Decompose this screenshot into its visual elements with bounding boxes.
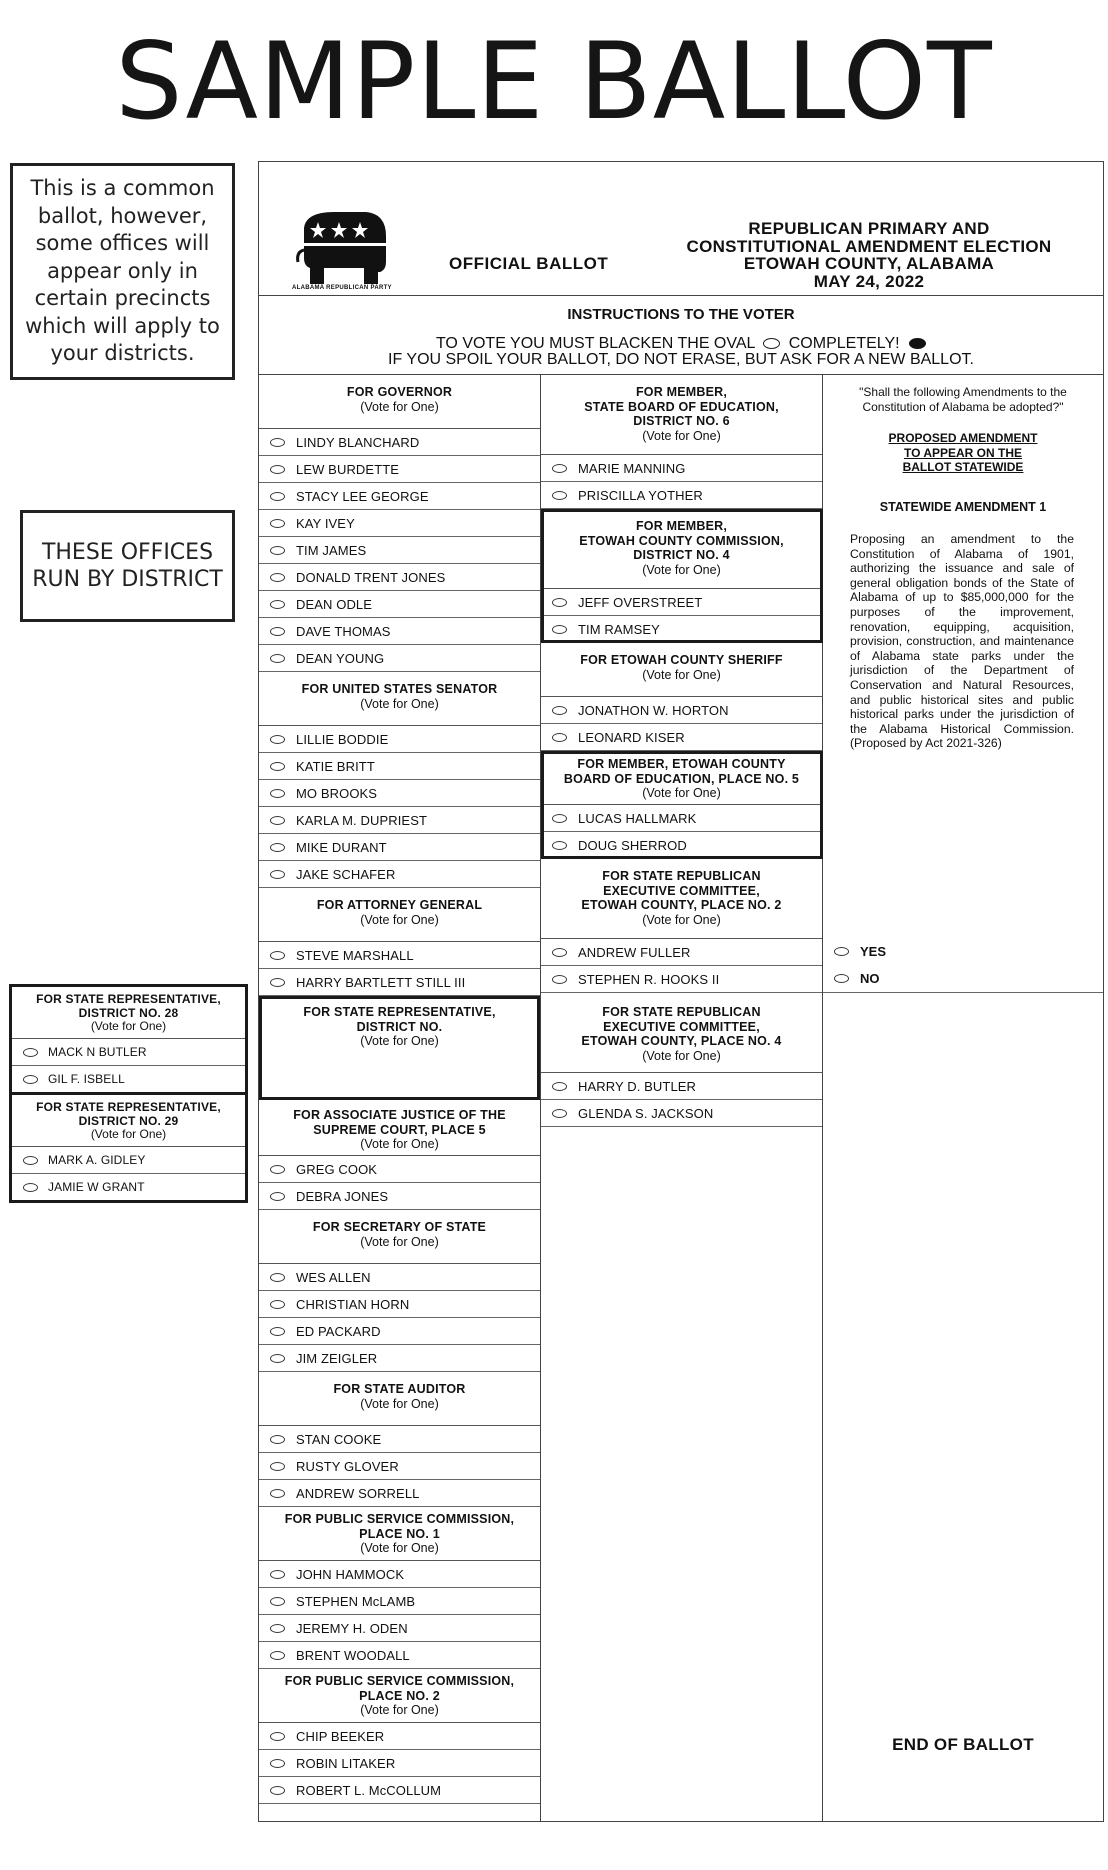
candidate-option[interactable]	[541, 832, 822, 859]
candidate-name: GREG COOK	[296, 1162, 378, 1177]
race-title: FOR STATE REPRESENTATIVE,	[36, 992, 221, 1006]
race-header-governor	[259, 375, 540, 429]
race-header-county-commission	[541, 509, 822, 589]
race-title: FOR UNITED STATES SENATOR	[301, 682, 498, 696]
candidate-name: JEREMY H. ODEN	[296, 1621, 408, 1636]
vote-for-one: (Vote for One)	[642, 428, 721, 443]
candidate-name: ROBIN LITAKER	[296, 1756, 396, 1771]
candidate-option[interactable]	[541, 1073, 822, 1100]
vote-oval-icon[interactable]	[270, 1192, 285, 1201]
vote-oval-icon[interactable]	[270, 519, 285, 528]
candidate-option[interactable]	[259, 1480, 540, 1507]
vote-oval-icon[interactable]	[552, 1109, 567, 1118]
candidate-option[interactable]	[259, 1426, 540, 1453]
vote-oval-icon[interactable]	[552, 706, 567, 715]
vote-oval-icon[interactable]	[270, 1165, 285, 1174]
candidate-option[interactable]	[259, 1588, 540, 1615]
race-title: ETOWAH COUNTY, PLACE NO. 4	[581, 1034, 782, 1048]
candidate-option[interactable]	[259, 726, 540, 753]
candidate-option[interactable]	[12, 1039, 245, 1066]
candidate-name: STAN COOKE	[296, 1432, 382, 1447]
race-header-attorney-general	[259, 888, 540, 942]
candidate-option[interactable]	[541, 805, 822, 832]
vote-oval-icon[interactable]	[270, 573, 285, 582]
statewide-amendment-title: STATEWIDE AMENDMENT 1	[879, 500, 1047, 514]
candidate-option[interactable]	[259, 1615, 540, 1642]
race-title: DISTRICT NO. 28	[78, 1005, 179, 1020]
vote-oval-icon[interactable]	[552, 975, 567, 984]
candidate-option[interactable]	[259, 618, 540, 645]
vote-oval-icon[interactable]	[270, 438, 285, 447]
vote-for-one: (Vote for One)	[360, 1396, 439, 1411]
candidate-option[interactable]	[541, 939, 822, 966]
candidate-option[interactable]	[259, 1345, 540, 1372]
candidate-name: CHRISTIAN HORN	[296, 1297, 410, 1312]
race-title: FOR STATE REPUBLICAN	[602, 1005, 761, 1019]
candidate-name: JIM ZEIGLER	[296, 1351, 378, 1366]
vote-oval-icon[interactable]	[270, 1651, 285, 1660]
race-header-county-board-of-education	[541, 751, 822, 805]
vote-oval-icon[interactable]	[270, 654, 285, 663]
candidate-name: TIM RAMSEY	[578, 622, 660, 637]
vote-oval-icon[interactable]	[270, 1732, 285, 1741]
race-header-us-senator	[259, 672, 540, 726]
candidate-name: MACK N BUTLER	[48, 1045, 147, 1059]
candidate-option[interactable]	[259, 1291, 540, 1318]
candidate-option[interactable]	[259, 942, 540, 969]
race-title: FOR MEMBER, ETOWAH COUNTY	[577, 757, 786, 771]
vote-oval-icon[interactable]	[552, 598, 567, 607]
candidate-name: DEBRA JONES	[296, 1189, 389, 1204]
candidate-option[interactable]	[259, 1183, 540, 1210]
candidate-name: ANDREW SORRELL	[296, 1486, 420, 1501]
race-title: FOR ASSOCIATE JUSTICE OF THE	[293, 1108, 506, 1122]
race-header-executive-committee-place-2	[541, 859, 822, 939]
district-29-box	[9, 1092, 248, 1203]
district-offices-note	[20, 510, 235, 622]
amendment-text: Proposing an amendment to the Constitution of Alabama of 1901, authorizing the issuance and sale of general obligation bonds of the State of Alabama of up to $85,000,000 for the purposes of the improvement, renovation, equipping, acquisition, provision, construction, and maintenance of Alabama state parks under the jurisdiction of the Department of Conservation and Natural Resources, and public historical sites and public historical parks under the jurisdiction of the Alabama Historical Commission. (Proposed by Act 2021-326)	[850, 532, 1074, 751]
race-title: ETOWAH COUNTY, PLACE NO. 2	[581, 898, 782, 912]
race-title: EXECUTIVE COMMITTEE,	[603, 883, 760, 898]
page-title: SAMPLE BALLOT	[115, 20, 993, 143]
divider	[823, 992, 1103, 993]
race-title: FOR STATE REPRESENTATIVE,	[303, 1005, 496, 1019]
vote-oval-icon[interactable]	[270, 735, 285, 744]
election-title	[659, 220, 1079, 290]
race-title: DISTRICT NO. 4	[633, 548, 730, 562]
race-header-secretary-of-state	[259, 1210, 540, 1264]
instructions-text: COMPLETELY!	[788, 335, 900, 352]
vote-for-one: (Vote for One)	[360, 1137, 439, 1151]
candidate-name: JAMIE W GRANT	[48, 1180, 145, 1194]
race-title: FOR STATE REPUBLICAN	[602, 869, 761, 883]
candidate-option[interactable]	[541, 616, 822, 643]
candidate-option[interactable]	[541, 589, 822, 616]
candidate-name: KAY IVEY	[296, 516, 355, 531]
candidate-name: STACY LEE GEORGE	[296, 489, 429, 504]
instructions-line-2: IF YOU SPOIL YOUR BALLOT, DO NOT ERASE, BUT ASK FOR A NEW BALLOT.	[388, 351, 974, 368]
filled-oval-icon	[909, 338, 926, 349]
race-title: FOR ATTORNEY GENERAL	[316, 898, 483, 912]
candidate-option[interactable]	[259, 834, 540, 861]
candidate-name: HARRY BARTLETT STILL III	[296, 975, 466, 990]
candidate-option[interactable]	[12, 1174, 245, 1201]
candidate-name: JEFF OVERSTREET	[578, 595, 703, 610]
candidate-option[interactable]	[259, 1723, 540, 1750]
race-title: FOR MEMBER,	[635, 385, 728, 399]
race-title: FOR PUBLIC SERVICE COMMISSION,	[284, 1674, 515, 1688]
candidate-name: JAKE SCHAFER	[296, 867, 396, 882]
candidate-option[interactable]	[259, 1777, 540, 1804]
vote-oval-icon[interactable]	[270, 1570, 285, 1579]
race-title: FOR ETOWAH COUNTY SHERIFF	[580, 653, 783, 667]
race-header-state-board-of-education	[541, 375, 822, 455]
vote-oval-icon[interactable]	[270, 1462, 285, 1471]
election-title-line: CONSTITUTIONAL AMENDMENT ELECTION	[686, 236, 1052, 256]
vote-oval-icon[interactable]	[270, 1273, 285, 1282]
candidate-name: WES ALLEN	[296, 1270, 371, 1285]
candidate-name: TIM JAMES	[296, 543, 367, 558]
race-header-district-29	[12, 1095, 245, 1147]
vote-for-one: (Vote for One)	[360, 1034, 439, 1048]
election-title-line: MAY 24, 2022	[813, 271, 925, 291]
candidate-name: LEONARD KISER	[578, 730, 685, 745]
candidate-option[interactable]	[259, 753, 540, 780]
candidate-option[interactable]	[259, 1264, 540, 1291]
vote-for-one: (Vote for One)	[90, 1019, 167, 1033]
candidate-option[interactable]	[259, 456, 540, 483]
proposed-amendment-line: PROPOSED AMENDMENT	[888, 431, 1038, 445]
vote-for-one: (Vote for One)	[360, 1234, 439, 1249]
amendment-yes-option[interactable]	[823, 938, 1103, 965]
candidate-name: ROBERT L. McCOLLUM	[296, 1783, 442, 1798]
candidate-option[interactable]	[541, 724, 822, 751]
candidate-option[interactable]	[541, 697, 822, 724]
vote-for-one: (Vote for One)	[360, 1703, 439, 1717]
vote-oval-icon[interactable]	[23, 1183, 38, 1192]
race-title: STATE BOARD OF EDUCATION,	[584, 399, 779, 414]
end-of-ballot-label: END OF BALLOT	[892, 1735, 1034, 1754]
vote-for-one: (Vote for One)	[360, 399, 439, 414]
district-offices-note-text: THESE OFFICES RUN BY DISTRICT	[32, 540, 223, 592]
candidate-option[interactable]	[12, 1147, 245, 1174]
candidate-name: MARIE MANNING	[578, 461, 686, 476]
candidate-option[interactable]	[259, 1561, 540, 1588]
candidate-option[interactable]	[259, 780, 540, 807]
race-header-state-auditor	[259, 1372, 540, 1426]
vote-oval-icon[interactable]	[552, 464, 567, 473]
vote-oval-icon[interactable]	[270, 465, 285, 474]
race-header-state-representative	[259, 996, 540, 1100]
candidate-name: JOHN HAMMOCK	[296, 1567, 405, 1582]
instructions-text: TO VOTE YOU MUST BLACKEN THE OVAL	[435, 335, 755, 352]
vote-oval-icon[interactable]	[270, 1786, 285, 1795]
vote-for-one: (Vote for One)	[642, 912, 721, 927]
common-ballot-note	[10, 163, 235, 380]
candidate-option[interactable]	[12, 1066, 245, 1093]
candidate-option[interactable]	[259, 1156, 540, 1183]
vote-for-one: (Vote for One)	[360, 912, 439, 927]
vote-oval-icon[interactable]	[270, 1300, 285, 1309]
voter-instructions	[259, 296, 1103, 375]
candidate-name: GIL F. ISBELL	[48, 1072, 125, 1086]
candidate-name: KARLA M. DUPRIEST	[296, 813, 428, 828]
race-header-psc-place-2	[259, 1669, 540, 1723]
vote-oval-icon[interactable]	[270, 816, 285, 825]
vote-oval-icon[interactable]	[270, 1327, 285, 1336]
amendment-question: "Shall the following Amendments to the Constitution of Alabama be adopted?"	[859, 385, 1067, 414]
candidate-option[interactable]	[259, 861, 540, 888]
candidate-option[interactable]	[259, 645, 540, 672]
candidate-option[interactable]	[541, 966, 822, 993]
race-title: FOR GOVERNOR	[346, 385, 453, 399]
vote-oval-icon[interactable]	[552, 491, 567, 500]
candidate-name: DONALD TRENT JONES	[296, 570, 446, 585]
candidate-name: LUCAS HALLMARK	[578, 811, 697, 826]
candidate-option[interactable]	[259, 969, 540, 996]
option-label: NO	[860, 971, 880, 986]
district-28-box	[9, 984, 248, 1095]
candidate-name: MO BROOKS	[296, 786, 378, 801]
instructions-title: INSTRUCTIONS TO THE VOTER	[567, 306, 795, 323]
official-ballot-label: OFFICIAL BALLOT	[449, 254, 609, 273]
proposed-amendment-heading	[843, 431, 1083, 475]
vote-oval-icon[interactable]	[270, 546, 285, 555]
race-title: SUPREME COURT, PLACE 5	[313, 1122, 486, 1137]
ballot-column-2	[541, 375, 823, 1821]
election-title-line: ETOWAH COUNTY, ALABAMA	[743, 254, 995, 273]
vote-oval-icon[interactable]	[270, 600, 285, 609]
race-header-district-28	[12, 987, 245, 1039]
vote-oval-icon[interactable]	[834, 947, 849, 956]
candidate-name: KATIE BRITT	[296, 759, 375, 774]
ballot	[258, 161, 1104, 1822]
candidate-name: RUSTY GLOVER	[296, 1459, 399, 1474]
option-label: YES	[860, 944, 887, 959]
race-header-associate-justice	[259, 1100, 540, 1156]
candidate-name: MIKE DURANT	[296, 840, 387, 855]
race-title: BOARD OF EDUCATION, PLACE NO. 5	[563, 771, 800, 786]
vote-oval-icon[interactable]	[23, 1075, 38, 1084]
candidate-option[interactable]	[259, 1453, 540, 1480]
vote-for-one: (Vote for One)	[90, 1127, 167, 1141]
instructions-line-1	[259, 336, 1103, 352]
candidate-name: STEVE MARSHALL	[296, 948, 414, 963]
republican-elephant-logo	[294, 210, 389, 292]
candidate-name: CHIP BEEKER	[296, 1729, 385, 1744]
candidate-option[interactable]	[259, 591, 540, 618]
candidate-option[interactable]	[259, 807, 540, 834]
proposed-amendment-line: TO APPEAR ON THE	[903, 445, 1022, 460]
candidate-name: HARRY D. BUTLER	[578, 1079, 697, 1094]
vote-oval-icon[interactable]	[552, 733, 567, 742]
vote-oval-icon[interactable]	[270, 1354, 285, 1363]
proposed-amendment-line: BALLOT STATEWIDE	[902, 460, 1024, 474]
vote-oval-icon[interactable]	[270, 951, 285, 960]
vote-oval-icon[interactable]	[270, 1597, 285, 1606]
candidate-option[interactable]	[541, 455, 822, 482]
candidate-name: ED PACKARD	[296, 1324, 381, 1339]
vote-oval-icon[interactable]	[552, 948, 567, 957]
common-ballot-note-text: This is a common ballot, however, some offices will appear only in certain precincts which will apply to your districts.	[25, 176, 220, 366]
candidate-option[interactable]	[259, 564, 540, 591]
candidate-name: GLENDA S. JACKSON	[578, 1106, 714, 1121]
candidate-option[interactable]	[259, 537, 540, 564]
candidate-name: DEAN ODLE	[296, 597, 373, 612]
empty-oval-icon	[763, 338, 780, 349]
vote-oval-icon[interactable]	[270, 978, 285, 987]
election-title-line: REPUBLICAN PRIMARY AND	[748, 219, 990, 238]
candidate-option[interactable]	[259, 483, 540, 510]
vote-oval-icon[interactable]	[270, 762, 285, 771]
candidate-option[interactable]	[541, 482, 822, 509]
vote-oval-icon[interactable]	[270, 1435, 285, 1444]
vote-oval-icon[interactable]	[23, 1048, 38, 1057]
race-title: DISTRICT NO. 29	[78, 1113, 179, 1128]
vote-oval-icon[interactable]	[270, 870, 285, 879]
candidate-option[interactable]	[259, 510, 540, 537]
candidate-name: ANDREW FULLER	[578, 945, 691, 960]
candidate-name: DEAN YOUNG	[296, 651, 385, 666]
candidate-option[interactable]	[259, 1318, 540, 1345]
race-title: DISTRICT NO. 6	[633, 414, 730, 428]
vote-oval-icon[interactable]	[270, 1759, 285, 1768]
race-title: ETOWAH COUNTY COMMISSION,	[579, 533, 784, 548]
ballot-column-1	[259, 375, 541, 1821]
ballot-header	[259, 162, 1103, 296]
candidate-name: STEPHEN R. HOOKS II	[578, 972, 720, 987]
vote-for-one: (Vote for One)	[642, 786, 721, 800]
vote-for-one: (Vote for One)	[360, 1541, 439, 1555]
candidate-name: LEW BURDETTE	[296, 462, 400, 477]
vote-oval-icon[interactable]	[552, 814, 567, 823]
candidate-option[interactable]	[259, 429, 540, 456]
vote-for-one: (Vote for One)	[642, 562, 721, 577]
candidate-name: MARK A. GIDLEY	[48, 1153, 146, 1167]
race-title: DISTRICT NO.	[356, 1019, 443, 1034]
vote-oval-icon[interactable]	[834, 974, 849, 983]
candidate-name: BRENT WOODALL	[296, 1648, 410, 1663]
vote-oval-icon[interactable]	[270, 1624, 285, 1633]
vote-oval-icon[interactable]	[270, 627, 285, 636]
candidate-option[interactable]	[259, 1750, 540, 1777]
vote-for-one: (Vote for One)	[360, 696, 439, 711]
race-title: FOR STATE REPRESENTATIVE,	[36, 1100, 221, 1114]
vote-for-one: (Vote for One)	[642, 1048, 721, 1063]
candidate-option[interactable]	[259, 1642, 540, 1669]
race-header-psc-place-1	[259, 1507, 540, 1561]
vote-oval-icon[interactable]	[552, 625, 567, 634]
candidate-name: DOUG SHERROD	[578, 838, 687, 853]
race-title: EXECUTIVE COMMITTEE,	[603, 1019, 760, 1034]
race-title: PLACE NO. 2	[359, 1688, 440, 1703]
vote-oval-icon[interactable]	[270, 1489, 285, 1498]
race-title: FOR MEMBER,	[635, 519, 728, 533]
ballot-column-3	[823, 375, 1103, 1821]
candidate-name: PRISCILLA YOTHER	[578, 488, 703, 503]
amendment-no-option[interactable]	[823, 965, 1103, 992]
vote-oval-icon[interactable]	[270, 492, 285, 501]
vote-oval-icon[interactable]	[23, 1156, 38, 1165]
vote-oval-icon[interactable]	[552, 1082, 567, 1091]
vote-for-one: (Vote for One)	[642, 667, 721, 682]
race-header-county-sheriff	[541, 643, 822, 697]
vote-oval-icon[interactable]	[270, 789, 285, 798]
race-title: FOR STATE AUDITOR	[333, 1382, 466, 1396]
race-title: FOR SECRETARY OF STATE	[312, 1220, 487, 1234]
candidate-name: LINDY BLANCHARD	[296, 435, 420, 450]
candidate-name: STEPHEN McLAMB	[296, 1594, 416, 1609]
logo-caption: ALABAMA REPUBLICAN PARTY	[292, 285, 392, 291]
candidate-name: DAVE THOMAS	[296, 624, 391, 639]
race-title: FOR PUBLIC SERVICE COMMISSION,	[284, 1512, 515, 1526]
vote-oval-icon[interactable]	[552, 841, 567, 850]
race-title: PLACE NO. 1	[359, 1526, 440, 1541]
candidate-name: LILLIE BODDIE	[296, 732, 389, 747]
candidate-name: JONATHON W. HORTON	[578, 703, 729, 718]
candidate-option[interactable]	[541, 1100, 822, 1127]
race-header-executive-committee-place-4	[541, 993, 822, 1073]
vote-oval-icon[interactable]	[270, 843, 285, 852]
